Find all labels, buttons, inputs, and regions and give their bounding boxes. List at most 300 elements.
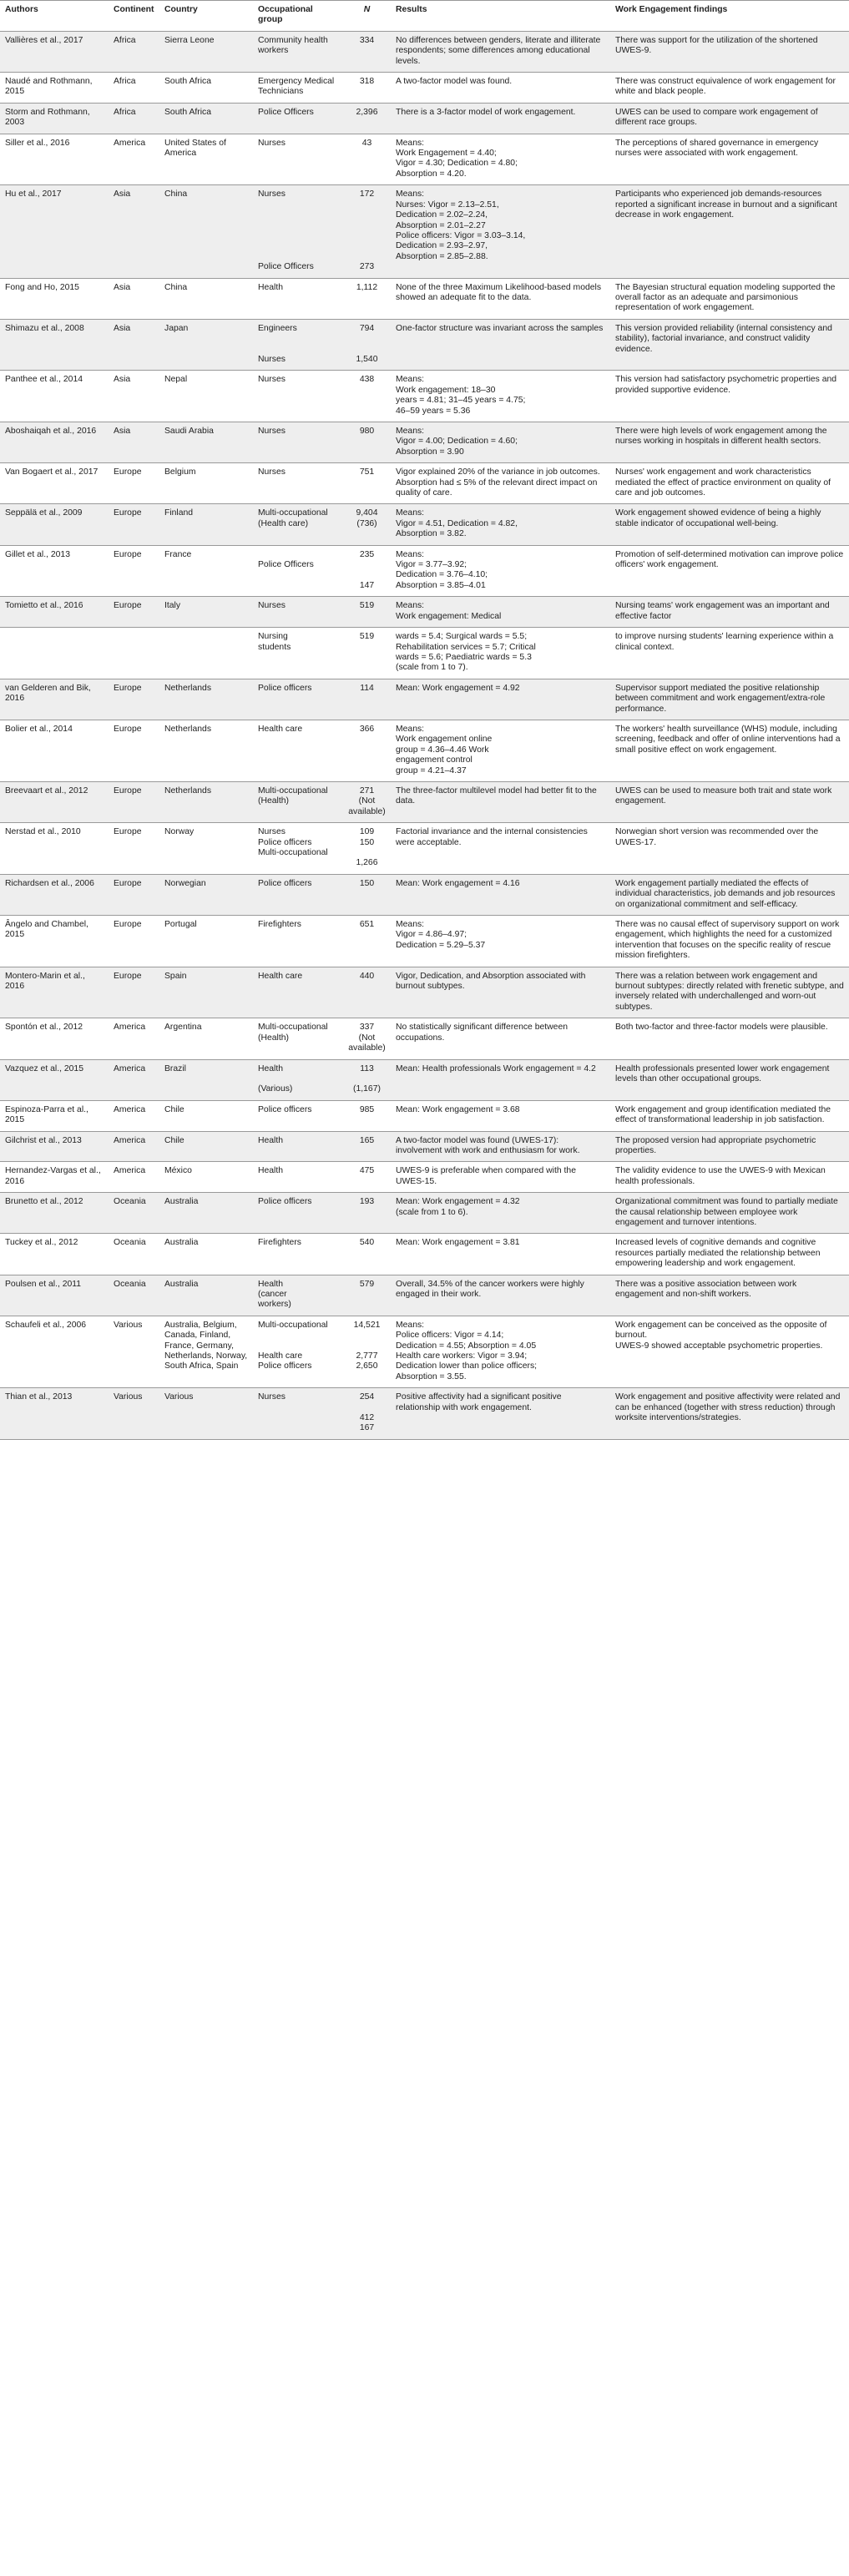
cell-n-line: 113 (360, 1063, 374, 1073)
table-row (0, 628, 849, 679)
cell-occupational-group-line: Nurses (258, 1392, 286, 1402)
cell-results-line: Mean: Work engagement = 3.81 (396, 1238, 520, 1248)
table-row (0, 720, 849, 781)
cell-continent: Oceania (109, 1275, 159, 1316)
cell-occupational-group-line (258, 1074, 338, 1084)
table-row (0, 1162, 849, 1193)
cell-n-line: 318 (359, 77, 375, 87)
cell-country: China (159, 185, 253, 278)
table-row (0, 31, 849, 72)
cell-results (391, 371, 610, 422)
cell-occupational-group-line: Nurses (258, 827, 286, 837)
cell-n-line: 150 (359, 878, 375, 888)
cell-n (343, 916, 391, 967)
table-row (0, 1388, 849, 1440)
cell-occupational-group-line: Nurses (258, 354, 286, 364)
cell-occupational-group (253, 679, 343, 720)
cell-occupational-group (253, 1131, 343, 1162)
cell-n-line (348, 334, 386, 344)
cell-authors: Spontón et al., 2012 (0, 1018, 109, 1059)
cell-n-line: (Not available) (348, 1033, 386, 1053)
cell-n (343, 781, 391, 822)
cell-n-line (348, 1341, 386, 1351)
cell-occupational-group (253, 31, 343, 72)
cell-n-line: 519 (359, 632, 375, 642)
cell-authors: Storm and Rothmann, 2003 (0, 103, 109, 134)
cell-results (391, 1162, 610, 1193)
cell-findings-line: UWES-9 showed acceptable psychometric properties. (615, 1341, 823, 1351)
cell-n-line: 1,540 (356, 354, 378, 364)
cell-results-line: Vigor = 4.00; Dedication = 4.60; (396, 437, 518, 447)
cell-findings-line: This version provided reliability (internal consistency and stability), factorial invariance, and construct validity evidence. (615, 323, 832, 354)
cell-results-line: wards = 5.6; Paediatric wards = 5.3 (396, 652, 532, 662)
cell-findings-line: Both two-factor and three-factor models were plausible. (615, 1023, 828, 1033)
cell-findings-line: Work engagement and positive affectivity were related and can be enhanced (together with stress reduction) through worksite interventions/strategies. (615, 1392, 841, 1423)
cell-occupational-group (253, 823, 343, 875)
cell-country: Chile (159, 1100, 253, 1131)
cell-results-line: Absorption = 3.90 (396, 447, 464, 457)
cell-continent: Europe (109, 916, 159, 967)
cell-n (343, 31, 391, 72)
cell-n-line: (1,167) (353, 1084, 381, 1094)
header-occupational-group: Occupational group (253, 1, 343, 32)
cell-country: Australia, Belgium, Canada, Finland, France, Germany, Netherlands, Norway, South Africa, Spain (159, 1316, 253, 1387)
cell-occupational-group (253, 185, 343, 278)
cell-n-line: (736) (356, 518, 377, 528)
cell-n-line (348, 560, 386, 570)
cell-findings-line: There was construct equivalence of work engagement for white and black people. (615, 77, 836, 97)
cell-n-line: 9,404 (356, 508, 378, 518)
cell-n-line: 2,650 (356, 1361, 378, 1371)
cell-occupational-group (253, 628, 343, 679)
cell-n-line (348, 848, 386, 858)
cell-findings (610, 1100, 849, 1131)
cell-n (343, 679, 391, 720)
cell-occupational-group-line: Police Officers (258, 107, 314, 117)
cell-n-line: 519 (359, 601, 375, 611)
cell-n (343, 504, 391, 545)
cell-n-line (348, 210, 386, 220)
cell-country: Belgium (159, 463, 253, 504)
cell-findings (610, 319, 849, 371)
header-continent: Continent (109, 1, 159, 32)
cell-occupational-group (253, 103, 343, 134)
cell-findings (610, 31, 849, 72)
cell-n-line: 150 (359, 837, 375, 847)
cell-findings (610, 185, 849, 278)
cell-occupational-group (253, 1193, 343, 1234)
cell-findings-line: There was support for the utilization of the shortened UWES-9. (615, 35, 818, 56)
cell-findings (610, 1275, 849, 1316)
cell-n-line: 438 (359, 375, 375, 385)
cell-n-line (348, 570, 386, 580)
cell-results-line: group = 4.36–4.46 Work (396, 745, 489, 755)
cell-findings-line: Participants who experienced job demands-resources reported a significant increase in burnout and a significant decrease in work engagement. (615, 189, 837, 220)
cell-findings-line: There were high levels of work engagement among the nurses working in hospitals in different health sectors. (615, 427, 827, 447)
cell-continent: Europe (109, 781, 159, 822)
cell-occupational-group-line: Police Officers (258, 560, 314, 570)
cell-occupational-group (253, 319, 343, 371)
cell-results (391, 1388, 610, 1440)
cell-findings (610, 504, 849, 545)
cell-occupational-group-line: Nurses (258, 138, 286, 148)
cell-results (391, 597, 610, 628)
cell-results (391, 916, 610, 967)
cell-results (391, 31, 610, 72)
cell-findings (610, 916, 849, 967)
cell-occupational-group (253, 1100, 343, 1131)
cell-results-line: Means: (396, 724, 425, 734)
cell-n (343, 422, 391, 463)
cell-findings (610, 1234, 849, 1275)
cell-n (343, 1162, 391, 1193)
cell-results (391, 278, 610, 319)
cell-results-line: Means: (396, 508, 425, 518)
cell-results-line: Vigor = 3.77–3.92; (396, 560, 467, 570)
cell-findings-line: Organizational commitment was found to partially mediate the causal relationship between employee work engagement and turnover intentions. (615, 1197, 838, 1227)
cell-n-line: 751 (359, 467, 375, 477)
header-n: N (343, 1, 391, 32)
cell-country: Netherlands (159, 720, 253, 781)
cell-n-line: 273 (359, 262, 375, 272)
cell-n-line: 235 (359, 549, 375, 559)
cell-continent: Various (109, 1388, 159, 1440)
cell-continent: Asia (109, 371, 159, 422)
cell-results-line: Health care workers: Vigor = 3.94; (396, 1351, 528, 1361)
cell-results-line: Mean: Work engagement = 4.16 (396, 878, 520, 888)
cell-results-line: No statistically significant difference between occupations. (396, 1023, 568, 1043)
cell-n-line: 43 (361, 138, 372, 148)
cell-continent: Africa (109, 103, 159, 134)
cell-country: South Africa (159, 103, 253, 134)
cell-results-line: Dedication = 3.76–4.10; (396, 570, 488, 580)
cell-occupational-group (253, 597, 343, 628)
cell-results-line: Means: (396, 1320, 425, 1330)
cell-n (343, 874, 391, 915)
cell-occupational-group-line: Police officers (258, 878, 312, 888)
cell-authors: Gillet et al., 2013 (0, 545, 109, 597)
cell-n-line (348, 241, 386, 251)
cell-authors: Tuckey et al., 2012 (0, 1234, 109, 1275)
cell-results-line: Vigor = 4.86–4.97; (396, 930, 467, 940)
table-row (0, 597, 849, 628)
cell-results-line: Work Engagement = 4.40; (396, 149, 497, 159)
cell-occupational-group-line (258, 1331, 338, 1341)
cell-country: Netherlands (159, 679, 253, 720)
cell-occupational-group (253, 967, 343, 1018)
cell-occupational-group-line: Nurses (258, 601, 286, 611)
cell-n-line (348, 231, 386, 241)
cell-findings-line: Health professionals presented lower work engagement levels than other occupational groups. (615, 1063, 830, 1083)
cell-results (391, 823, 610, 875)
cell-results-line: No differences between genders, literate and illiterate respondents; some differences among educational levels. (396, 35, 601, 66)
cell-findings (610, 278, 849, 319)
cell-n-line (348, 1074, 386, 1084)
table-row (0, 1193, 849, 1234)
cell-results (391, 73, 610, 104)
cell-n-line: 1,112 (356, 282, 378, 292)
cell-authors: Brunetto et al., 2012 (0, 1193, 109, 1234)
cell-continent: Asia (109, 319, 159, 371)
cell-findings-line: Nursing teams' work engagement was an important and effective factor (615, 601, 830, 621)
cell-findings (610, 679, 849, 720)
cell-results (391, 504, 610, 545)
cell-results-line: Means: (396, 138, 425, 148)
cell-results-line: Vigor = 4.51, Dedication = 4.82, (396, 518, 518, 528)
cell-findings (610, 1162, 849, 1193)
cell-continent: Asia (109, 422, 159, 463)
header-country: Country (159, 1, 253, 32)
cell-authors: Vallières et al., 2017 (0, 31, 109, 72)
cell-results-line: Overall, 34.5% of the cancer workers were highly engaged in their work. (396, 1279, 584, 1299)
cell-results-line: Police officers: Vigor = 3.03–3.14, (396, 230, 526, 240)
cell-occupational-group-line: Health (258, 1135, 284, 1145)
cell-occupational-group-line: Police officers (258, 837, 312, 847)
cell-country: Australia (159, 1193, 253, 1234)
cell-n (343, 1100, 391, 1131)
table-row (0, 874, 849, 915)
cell-n (343, 545, 391, 597)
cell-n (343, 1316, 391, 1387)
cell-findings (610, 720, 849, 781)
header-authors: Authors (0, 1, 109, 32)
cell-results-line: Work engagement online (396, 735, 493, 745)
cell-findings (610, 597, 849, 628)
cell-n-line: 2,396 (356, 107, 378, 117)
cell-n-line (348, 1403, 386, 1413)
cell-findings-line: There was no causal effect of supervisory support on work engagement, which highlights the need for a customized intervention that focuses on the specific reality of rescue mission firefighters. (615, 920, 840, 961)
table-row (0, 1234, 849, 1275)
cell-n-line: 794 (359, 323, 375, 333)
cell-findings (610, 1316, 849, 1387)
cell-findings (610, 103, 849, 134)
cell-findings (610, 545, 849, 597)
cell-occupational-group (253, 504, 343, 545)
cell-authors: Hu et al., 2017 (0, 185, 109, 278)
table-row (0, 1316, 849, 1387)
cell-results-line: Police officers: Vigor = 4.14; (396, 1331, 504, 1341)
cell-continent: America (109, 134, 159, 185)
cell-results (391, 1018, 610, 1059)
cell-occupational-group-line: (Health) (258, 1033, 289, 1043)
cell-authors: Panthee et al., 2014 (0, 371, 109, 422)
cell-n-line: 651 (359, 920, 375, 930)
cell-authors: Naudé and Rothmann, 2015 (0, 73, 109, 104)
cell-results-line: Mean: Work engagement = 3.68 (396, 1104, 520, 1114)
cell-continent: Europe (109, 679, 159, 720)
cell-results-line: Nurses: Vigor = 2.13–2.51, (396, 200, 499, 210)
cell-occupational-group-line: Multi-occupational (258, 1023, 328, 1033)
cell-n-line: 109 (359, 827, 375, 837)
cell-n-line (348, 252, 386, 262)
cell-n (343, 967, 391, 1018)
cell-results-line: engagement control (396, 755, 473, 765)
cell-country: México (159, 1162, 253, 1193)
header-results: Results (391, 1, 610, 32)
cell-n-line: 579 (359, 1279, 375, 1289)
cell-occupational-group (253, 1162, 343, 1193)
cell-n-line: 271 (359, 785, 375, 796)
cell-n (343, 597, 391, 628)
cell-findings (610, 628, 849, 679)
cell-occupational-group-line: Nurses (258, 375, 286, 385)
cell-results-line: Means: (396, 601, 425, 611)
cell-results-line: A two-factor model was found (UWES-17): involvement with work and enthusiasm for work. (396, 1135, 580, 1155)
cell-n-line: 337 (359, 1023, 375, 1033)
cell-authors: Espinoza-Parra et al., 2015 (0, 1100, 109, 1131)
cell-country: Norwegian (159, 874, 253, 915)
cell-occupational-group-line: Community health workers (258, 35, 328, 56)
cell-n-line: 172 (359, 189, 375, 200)
cell-results-line: Factorial invariance and the internal consistencies were acceptable. (396, 827, 588, 847)
cell-continent: Oceania (109, 1193, 159, 1234)
table-row (0, 103, 849, 134)
cell-n-line: 147 (359, 580, 375, 590)
cell-results-line: Means: (396, 189, 425, 200)
table-row (0, 781, 849, 822)
table-row (0, 278, 849, 319)
cell-findings-line: UWES can be used to measure both trait and state work engagement. (615, 785, 832, 806)
cell-occupational-group-line (258, 210, 338, 220)
cell-country: Spain (159, 967, 253, 1018)
cell-occupational-group-line: Health care (258, 724, 303, 734)
cell-n (343, 103, 391, 134)
cell-n (343, 1059, 391, 1100)
cell-occupational-group (253, 1018, 343, 1059)
cell-findings-line: Work engagement and group identification mediated the effect of transformational leadership in job satisfaction. (615, 1104, 831, 1125)
cell-findings-line: The workers' health surveillance (WHS) module, including screening, feedback and offer of online interventions had a small positive effect on work engagement. (615, 724, 841, 755)
cell-findings (610, 967, 849, 1018)
cell-n (343, 1234, 391, 1275)
cell-occupational-group (253, 916, 343, 967)
cell-n (343, 1388, 391, 1440)
cell-authors: Bolier et al., 2014 (0, 720, 109, 781)
cell-n (343, 73, 391, 104)
cell-continent (109, 628, 159, 679)
cell-occupational-group-line: Police officers (258, 683, 312, 693)
cell-findings (610, 1131, 849, 1162)
cell-findings (610, 781, 849, 822)
cell-continent: America (109, 1059, 159, 1100)
cell-occupational-group (253, 1234, 343, 1275)
cell-n-line: 2,777 (356, 1351, 378, 1361)
cell-results-line: The three-factor multilevel model had better fit to the data. (396, 785, 597, 806)
cell-results-line: Vigor = 4.30; Dedication = 4.80; (396, 159, 518, 169)
cell-authors: Breevaart et al., 2012 (0, 781, 109, 822)
cell-authors: Montero-Marin et al., 2016 (0, 967, 109, 1018)
cell-n-line: 412 (359, 1413, 375, 1423)
cell-occupational-group-line: (cancer (258, 1290, 287, 1299)
cell-occupational-group-line (258, 221, 338, 231)
cell-country: Australia (159, 1234, 253, 1275)
cell-occupational-group-line: Firefighters (258, 920, 301, 930)
cell-continent: Africa (109, 73, 159, 104)
cell-results-line: Work engagement: Medical (396, 611, 502, 621)
cell-results-line: Means: (396, 375, 425, 385)
cell-continent: Europe (109, 720, 159, 781)
cell-results-line: Dedication = 2.02–2.24, (396, 210, 488, 220)
cell-findings-line: Work engagement partially mediated the effects of individual characteristics, job demands and job resources on organizational commitment and self-efficacy. (615, 878, 836, 909)
cell-findings (610, 371, 849, 422)
cell-authors: Tomietto et al., 2016 (0, 597, 109, 628)
cell-findings-line: There was a positive association between work engagement and non-shift workers. (615, 1279, 797, 1299)
cell-n-line: 980 (359, 427, 375, 436)
cell-results-line: Work engagement: 18–30 (396, 385, 496, 395)
cell-continent: America (109, 1100, 159, 1131)
cell-results (391, 1059, 610, 1100)
cell-n-line (348, 221, 386, 231)
cell-results (391, 545, 610, 597)
cell-findings-line: Supervisor support mediated the positive relationship between commitment and work engagement/extra-role performance. (615, 683, 826, 714)
cell-results (391, 874, 610, 915)
cell-continent: Various (109, 1316, 159, 1387)
cell-results-line: Means: (396, 427, 425, 436)
cell-n (343, 463, 391, 504)
cell-n-line: 167 (359, 1423, 375, 1433)
cell-occupational-group-line: Police officers (258, 1361, 312, 1371)
table-row (0, 1100, 849, 1131)
cell-results-line: (scale from 1 to 6). (396, 1207, 468, 1217)
cell-results-line: Absorption = 2.85–2.88. (396, 251, 488, 261)
cell-continent: Asia (109, 185, 159, 278)
cell-findings-line: Norwegian short version was recommended over the UWES-17. (615, 827, 819, 847)
cell-continent: Europe (109, 504, 159, 545)
cell-results-line: Dedication = 2.93–2.97, (396, 241, 488, 251)
cell-findings (610, 1018, 849, 1059)
cell-continent: Europe (109, 463, 159, 504)
cell-occupational-group-line: Police officers (258, 1104, 312, 1114)
cell-occupational-group (253, 874, 343, 915)
cell-results-line: Rehabilitation services = 5.7; Critical (396, 642, 536, 652)
cell-occupational-group-line: Multi-occupational (258, 848, 328, 857)
cell-n-line (348, 200, 386, 210)
cell-results (391, 1193, 610, 1234)
cell-country: Netherlands (159, 781, 253, 822)
table-row (0, 371, 849, 422)
table-row (0, 504, 849, 545)
cell-results-line: None of the three Maximum Likelihood-based models showed an adequate fit to the data. (396, 282, 602, 302)
cell-n (343, 185, 391, 278)
cell-results (391, 781, 610, 822)
cell-occupational-group-line: Firefighters (258, 1238, 301, 1248)
cell-n (343, 823, 391, 875)
cell-findings (610, 1059, 849, 1100)
cell-occupational-group-line: Engineers (258, 323, 297, 333)
cell-findings-line: to improve nursing students' learning experience within a clinical context. (615, 632, 834, 652)
cell-authors: Poulsen et al., 2011 (0, 1275, 109, 1316)
cell-country: Various (159, 1388, 253, 1440)
cell-country: France (159, 545, 253, 597)
cell-n (343, 720, 391, 781)
cell-occupational-group-line: (Health care) (258, 518, 309, 528)
cell-results-line: Means: (396, 920, 425, 930)
cell-occupational-group-line (258, 334, 338, 344)
table-row (0, 916, 849, 967)
cell-findings-line: The perceptions of shared governance in emergency nurses were associated with work engagement. (615, 138, 819, 159)
cell-findings (610, 134, 849, 185)
cell-findings-line: Nurses' work engagement and work characteristics mediated the effect of practice environment on quality of care and job outcomes. (615, 467, 831, 498)
cell-results-line: Vigor, Dedication, and Absorption associated with burnout subtypes. (396, 971, 586, 992)
cell-continent: Europe (109, 823, 159, 875)
cell-n-line: 334 (359, 35, 375, 45)
table-row (0, 967, 849, 1018)
cell-occupational-group-line: Police Officers (258, 262, 314, 272)
cell-findings-line: The Bayesian structural equation modeling supported the overall factor as an adequate and parsimonious representation of work engagement. (615, 282, 836, 313)
cell-n-line: 475 (359, 1166, 375, 1176)
cell-results-line: A two-factor model was found. (396, 77, 513, 87)
cell-occupational-group-line: Multi-occupational (258, 508, 328, 518)
cell-country: Saudi Arabia (159, 422, 253, 463)
